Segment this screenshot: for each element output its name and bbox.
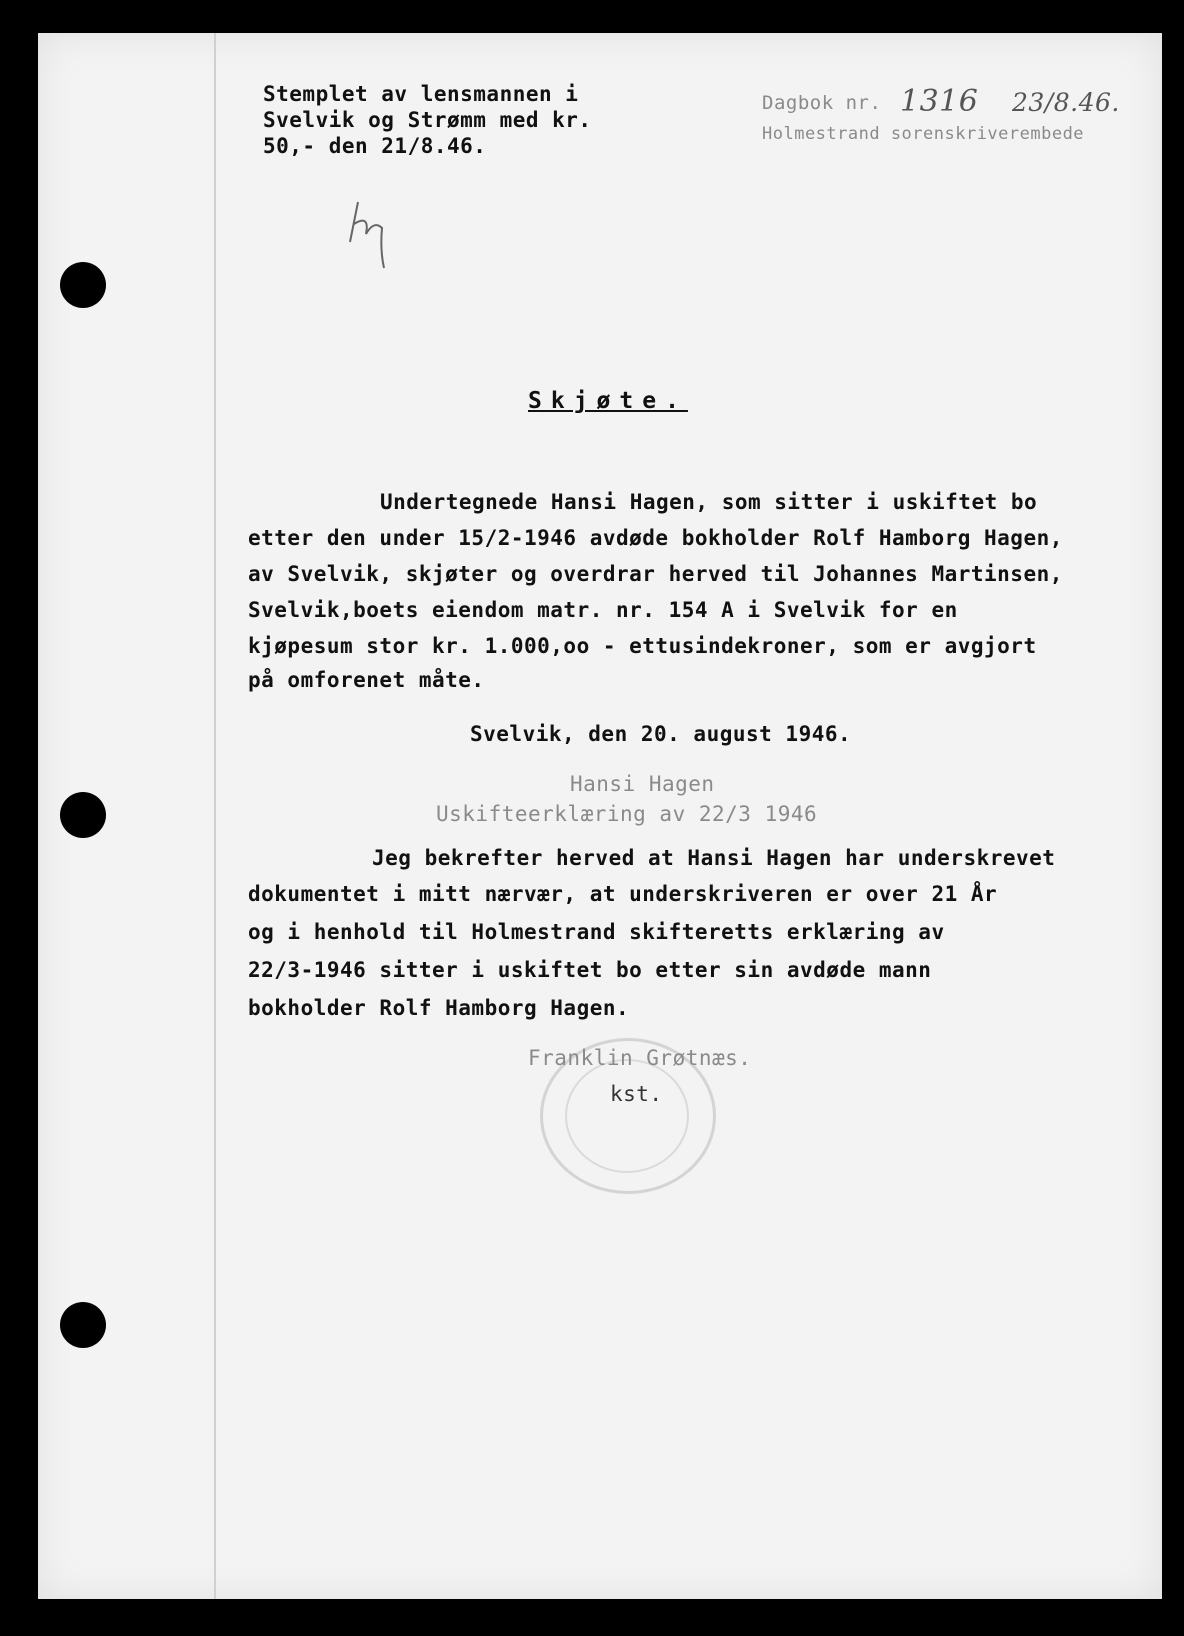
body-line: kjøpesum stor kr. 1.000,oo - ettusindekroner, som er avgjort (248, 634, 1037, 658)
attestation-line: bokholder Rolf Hamborg Hagen. (248, 996, 630, 1020)
registry-date: 23/8.46. (1012, 88, 1120, 117)
punch-hole-bottom (60, 1302, 106, 1348)
handwritten-initials (340, 190, 420, 280)
registry-number: 1316 (900, 84, 979, 119)
attestation-line: 22/3-1946 sitter i uskiftet bo etter sin avdøde mann (248, 958, 932, 982)
stamp-note-line-3: 50,- den 21/8.46. (263, 134, 487, 158)
declaration-reference: Uskifteerklæring av 22/3 1946 (436, 802, 818, 826)
body-line: Svelvik,boets eiendom matr. nr. 154 A i Svelvik for en (248, 598, 958, 622)
body-line: på omforenet måte. (248, 668, 485, 692)
document-title: Skjøte. (528, 388, 688, 414)
attestation-line: og i henhold til Holmestrand skifteretts erklæring av (248, 920, 945, 944)
witness-title: kst. (610, 1082, 663, 1106)
body-line: av Svelvik, skjøter og overdrar herved til Johannes Martinsen, (248, 562, 1063, 586)
margin-line (214, 33, 216, 1599)
place-and-date: Svelvik, den 20. august 1946. (470, 722, 852, 746)
witness-name: Franklin Grøtnæs. (528, 1046, 752, 1070)
attestation-line: Jeg bekrefter herved at Hansi Hagen har underskrevet (372, 846, 1056, 870)
signature-name: Hansi Hagen (570, 772, 715, 796)
registry-label: Dagbok nr. (762, 92, 882, 114)
attestation-line: dokumentet i mitt nærvær, at underskriveren er over 21 År (248, 882, 998, 906)
punch-hole-middle (60, 792, 106, 838)
body-line: Undertegnede Hansi Hagen, som sitter i uskiftet bo (380, 490, 1038, 514)
body-line: etter den under 15/2-1946 avdøde bokholder Rolf Hamborg Hagen, (248, 526, 1063, 550)
punch-hole-top (60, 262, 106, 308)
registry-office: Holmestrand sorenskriverembede (762, 124, 1085, 144)
stamp-note-line-1: Stemplet av lensmannen i (263, 82, 579, 106)
stamp-note-line-2: Svelvik og Strømm med kr. (263, 108, 592, 132)
